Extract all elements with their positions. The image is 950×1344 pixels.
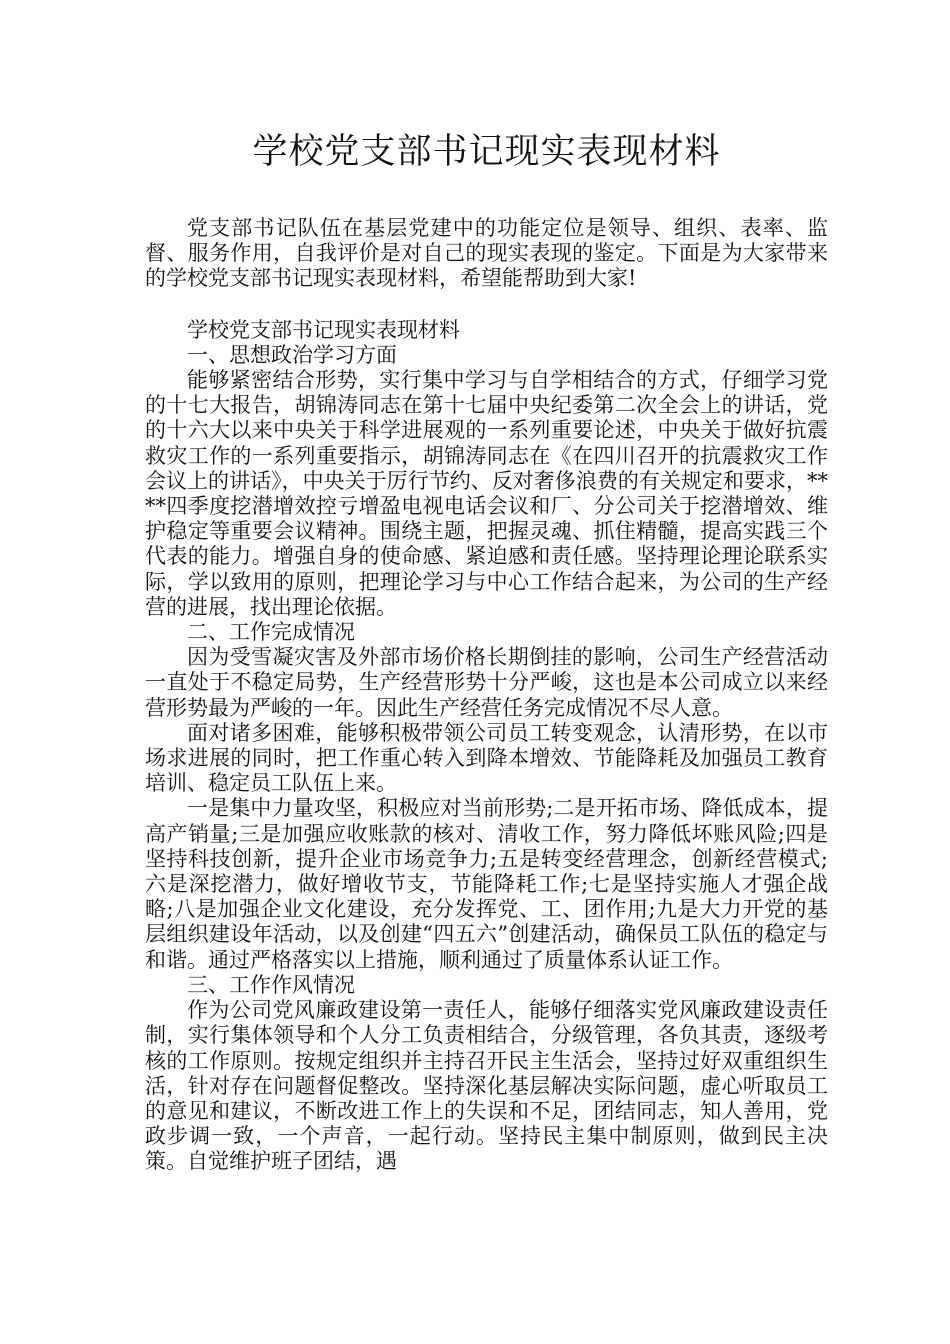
document-title: 学校党支部书记现实表现材料 [252, 132, 721, 172]
section-2-paragraph-3: 一是集中力量攻坚，积极应对当前形势;二是开拓市场、降低成本，提高产销量;三是加强应收账款的核对、清收工作，努力降低坏账风险;四是坚持科技创新，提升企业市场竞争力;五是转变经营理念，创新经营模式;六是深挖潜力，做好增收节支，节能降耗工作;七是坚持实施人才强企战略;八是加强企业文化建设，充分发挥党、工、团作用;九是大力开党的基层组织建设年活动，以及创建“四五六”创建活动，确保员工队伍的稳定与和谐。通过严格落实以上措施，顺利通过了质量体系认证工作。 [145, 796, 828, 972]
section-3-heading: 三、工作作风情况 [187, 972, 355, 997]
section-1-heading: 一、思想政治学习方面 [187, 342, 397, 367]
intro-paragraph: 党支部书记队伍在基层党建中的功能定位是领导、组织、表率、监督、服务作用，自我评价是对自己的现实表现的鉴定。下面是为大家带来的学校党支部书记现实表现材料，希望能帮助到大家! [145, 216, 828, 291]
section-1-paragraph: 能够紧密结合形势，实行集中学习与自学相结合的方式，仔细学习党的十七大报告，胡锦涛同志在第十七届中央纪委第二次全会上的讲话，党的十六大以来中央关于科学进展观的一系列重要论述，中央关于做好抗震救灾工作的一系列重要指示，胡锦涛同志在《在四川召开的抗震救灾工作会议上的讲话》，中央关于厉行节约、反对奢侈浪费的有关规定和要求，****四季度挖潜增效控亏增盈电视电话会议和厂、分公司关于挖潜增效、维护稳定等重要会议精神。围绕主题，把握灵魂、抓住精髓，提高实践三个代表的能力。增强自身的使命感、紧迫感和责任感。坚持理论理论联系实际，学以致用的原则，把理论学习与中心工作结合起来，为公司的生产经营的进展，找出理论依据。 [145, 368, 828, 619]
section-2-paragraph-2: 面对诸多困难，能够积极带领公司员工转变观念，认清形势，在以市场求进展的同时，把工作重心转入到降本增效、节能降耗及加强员工教育培训、稳定员工队伍上来。 [145, 720, 828, 796]
section-2-paragraph-1: 因为受雪凝灾害及外部市场价格长期倒挂的影响，公司生产经营活动一直处于不稳定局势，生产经营形势十分严峻，这也是本公司成立以来经营形势最为严峻的一年。因此生产经营任务完成情况不尽人意。 [145, 645, 828, 720]
section-2-heading: 二、工作完成情况 [187, 620, 355, 645]
document-page [145, 128, 828, 1175]
subtitle-line: 学校党支部书记现实表现材料 [187, 317, 460, 342]
section-3-paragraph: 作为公司党风廉政建设第一责任人，能够仔细落实党风廉政建设责任制，实行集体领导和个人分工负责相结合，分级管理，各负其责，逐级考核的工作原则。按规定组织并主持召开民主生活会，坚持过好双重组织生活，针对存在问题督促整改。坚持深化基层解决实际问题，虚心听取员工的意见和建议，不断改进工作上的失误和不足，团结同志，知人善用，党政步调一致，一个声音，一起行动。坚持民主集中制原则，做到民主决策。自觉维护班子团结，遇 [145, 998, 828, 1174]
